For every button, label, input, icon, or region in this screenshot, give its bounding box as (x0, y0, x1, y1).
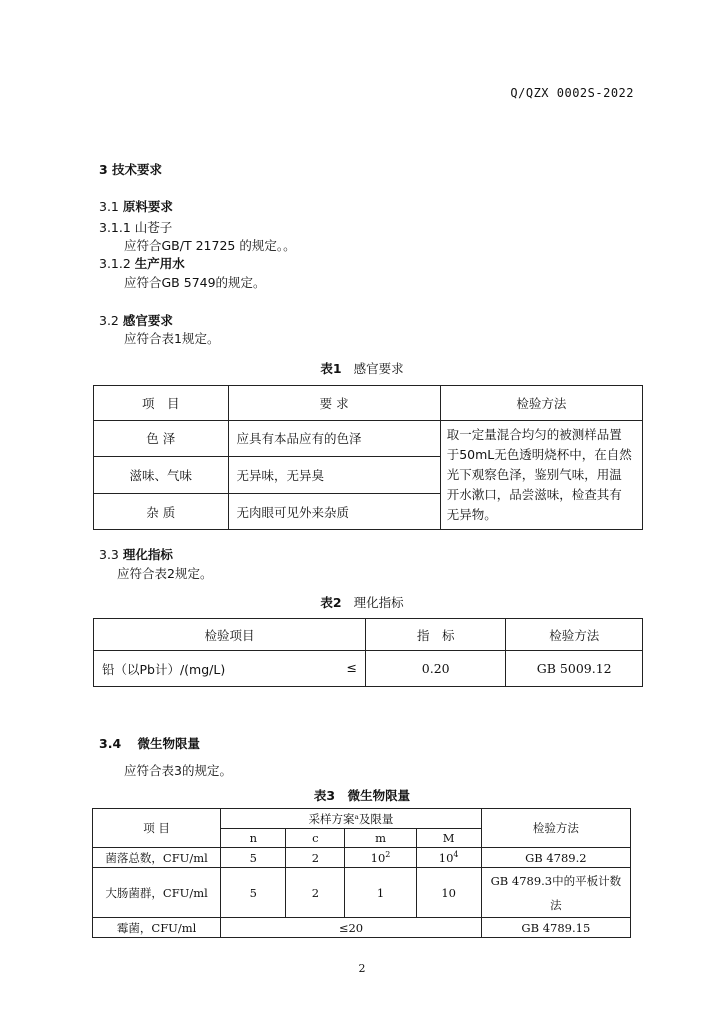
section-number: 3.2 (99, 313, 119, 328)
base: 10 (438, 850, 454, 865)
table-header: 检验方法 (481, 809, 630, 848)
method-line: 开水漱口，品尝滋味，检查其有 (446, 487, 622, 502)
physicochemical-table (93, 618, 643, 687)
caption-title: 理化指标 (353, 595, 404, 610)
section-3-4-heading (99, 734, 200, 752)
table-cell: 2 (286, 848, 345, 868)
caption-title: 感官要求 (353, 361, 404, 376)
table-header: 采样方案ᵃ及限量 (221, 809, 481, 829)
table-cell: ≤20 (221, 918, 481, 938)
section-3-1-1-text: 应符合GB/T 21725 的规定。。 (124, 238, 296, 253)
method-line: 法 (550, 897, 562, 912)
table-row (93, 918, 631, 938)
section-title: 理化指标 (122, 547, 173, 562)
page-number: 2 (358, 962, 366, 975)
table-cell: 无肉眼可见外来杂质 (228, 494, 440, 530)
section-title: 山苍子 (134, 220, 173, 235)
section-3-title: 3 技术要求 (99, 162, 163, 177)
table-cell: 菌落总数，CFU/ml (93, 848, 221, 868)
table2-caption (0, 593, 724, 611)
table-header: 项 目 (93, 809, 221, 848)
table-cell: 2 (286, 868, 345, 918)
table-cell: 0.20 (366, 651, 506, 687)
operator: ≤ (346, 659, 358, 675)
section-number: 3.1.2 (99, 256, 131, 271)
section-3-2-heading (99, 311, 173, 329)
table-row (93, 848, 631, 868)
table-cell: 应具有本品应有的色泽 (228, 421, 440, 457)
section-3-3-heading (99, 545, 173, 563)
table-cell: 色 泽 (94, 421, 229, 457)
table-row (93, 868, 631, 918)
section-3-4-text: 应符合表3的规定。 (124, 763, 232, 778)
method-line: GB 4789.3中的平板计数 (490, 873, 622, 888)
section-title: 原料要求 (122, 199, 173, 214)
section-3-1-1-heading (99, 218, 172, 236)
table-header: 指 标 (366, 619, 506, 651)
table-header: 项 目 (94, 386, 229, 421)
table-cell (345, 848, 416, 868)
standard-number: Q/QZX 0002S-2022 (510, 86, 634, 100)
table-header: c (286, 829, 345, 848)
table-cell: 无异味，无异臭 (228, 456, 440, 493)
table-cell: 1 (345, 868, 416, 918)
section-title: 感官要求 (122, 313, 173, 328)
section-number: 3.1 (99, 199, 119, 214)
section-3-1-2-heading (99, 254, 185, 272)
section-3-2-text: 应符合表1规定。 (124, 331, 220, 346)
method-cell (440, 421, 642, 530)
table3-caption: 表3 微生物限量 (313, 788, 411, 803)
table-header: 检验项目 (94, 619, 366, 651)
table-cell: GB 5009.12 (506, 651, 643, 687)
table-row (94, 651, 643, 687)
table-cell: 5 (221, 848, 286, 868)
exponent: 4 (453, 850, 459, 860)
section-title: 生产用水 (134, 256, 185, 271)
exponent: 2 (385, 850, 391, 860)
base: 10 (370, 850, 386, 865)
section-number: 3.1.1 (99, 220, 131, 235)
table-cell (94, 651, 366, 687)
sensory-table (93, 385, 643, 530)
method-line: 于50mL无色透明烧杯中，在自然 (446, 447, 632, 462)
table-header: 检验方法 (440, 386, 642, 421)
table-header: m (345, 829, 416, 848)
table-cell (481, 868, 630, 918)
table-header: n (221, 829, 286, 848)
caption-number: 表2 (320, 595, 342, 610)
method-line: 光下观察色泽，鉴别气味，用温 (446, 467, 622, 482)
section-3-1-heading (99, 197, 173, 215)
table-cell: GB 4789.15 (481, 918, 630, 938)
method-line: 无异物。 (446, 507, 497, 522)
table-cell: 杂 质 (94, 494, 229, 530)
table-cell: 10 (416, 868, 481, 918)
section-title: 微生物限量 (137, 736, 201, 751)
section-number: 3.4 (99, 736, 122, 751)
table-header: M (416, 829, 481, 848)
table-cell: 大肠菌群，CFU/ml (93, 868, 221, 918)
table-header: 检验方法 (506, 619, 643, 651)
section-number: 3.3 (99, 547, 119, 562)
table-cell: 5 (221, 868, 286, 918)
caption-number: 表1 (320, 361, 342, 376)
table-cell (416, 848, 481, 868)
table-cell: 滋味、气味 (94, 456, 229, 493)
table-cell: GB 4789.2 (481, 848, 630, 868)
section-3-1-2-text: 应符合GB 5749的规定。 (124, 275, 266, 290)
microbe-table (92, 808, 631, 938)
method-line: 取一定量混合均匀的被测样品置 (446, 427, 622, 442)
table-cell: 霉菌，CFU/ml (93, 918, 221, 938)
table1-caption (0, 359, 724, 377)
section-3-3-text: 应符合表2规定。 (117, 566, 213, 581)
item-label: 铅（以Pb计）/(mg/L) (102, 661, 226, 677)
table-header: 要 求 (228, 386, 440, 421)
table-row (94, 421, 643, 457)
